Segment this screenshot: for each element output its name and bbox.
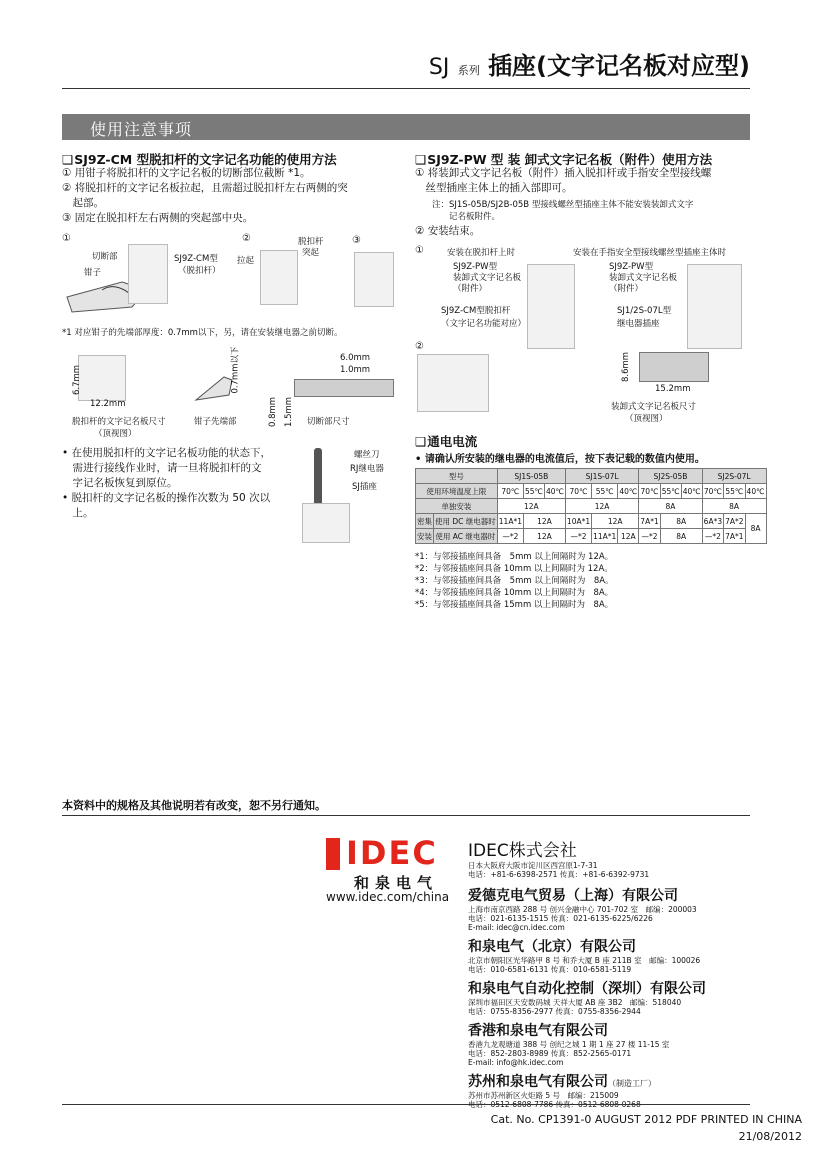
table-cell: 12A: [523, 529, 565, 544]
table-cell: 10A*1: [565, 514, 591, 529]
cm-label: SJ9Z-CM型脱扣杆: [441, 306, 511, 316]
table-cell: 8A: [660, 529, 702, 544]
company-address: 电话：010-6581-6131 传真：010-6581-5119: [468, 965, 632, 974]
relay-label: RJ继电器: [350, 464, 384, 474]
step-1: ① 将装卸式文字记名板（附件）插入脱扣杆或手指安全型接线螺: [415, 167, 712, 179]
table-cell: 8A: [702, 499, 766, 514]
caption: 装卸式文字记名板尺寸: [611, 402, 697, 412]
table-row: [416, 499, 767, 514]
right-steps: [415, 166, 755, 196]
driver-label: 螺丝刀: [354, 450, 380, 460]
table-cell: SJ1S-05B: [497, 469, 565, 484]
note-line: *2：与邻接插座间具备 10mm 以上间隔时为 12A。: [415, 564, 613, 574]
table-cell: 11A*1: [592, 529, 618, 544]
table-row: [416, 514, 767, 529]
table-cell: 12A: [565, 499, 638, 514]
pw-label: （附件）: [453, 284, 488, 294]
company-block: [468, 1020, 706, 1067]
company-name: 爱德克电气贸易（上海）有限公司: [468, 888, 678, 904]
company-name: 香港和泉电气有限公司: [468, 1023, 608, 1039]
lever-pull-illustration: [260, 250, 298, 305]
table-cell: 密集: [416, 514, 434, 529]
section-title: 使用注意事项: [90, 120, 193, 139]
table-cell: 12A: [618, 529, 639, 544]
step-2: ② 将脱扣杆的文字记名板拉起，且需超过脱扣杆左右两侧的突: [62, 182, 348, 194]
table-cell: 8A: [660, 514, 702, 529]
company-block: [468, 936, 706, 974]
company-name: IDEC株式会社: [468, 841, 577, 861]
caption: 安装在脱扣杆上时: [447, 248, 516, 258]
dim-label: 12.2mm: [90, 399, 126, 409]
figure-3: [292, 448, 407, 548]
company-list: [468, 836, 706, 1109]
logo-sub: 和泉电气: [354, 874, 439, 892]
table-cell: 70℃: [497, 484, 523, 499]
cut-section-illustration: [294, 379, 394, 397]
caption: （顶视图）: [625, 414, 668, 424]
table-cell: 使用环境温度上限: [416, 484, 498, 499]
series-suffix: 系列: [457, 64, 480, 77]
table-cell: 6A*3: [702, 514, 723, 529]
right-note: [432, 199, 693, 223]
table-cell: 40℃: [618, 484, 639, 499]
table-cell: 型号: [416, 469, 498, 484]
pw-label: SJ9Z-PW型: [453, 262, 498, 272]
table-cell: 7A*2: [724, 514, 745, 529]
table-cell: 安装: [416, 529, 434, 544]
table-cell: 8A: [745, 514, 766, 544]
table-cell: 70℃: [639, 484, 660, 499]
bullet: • 脱扣杆的文字记名板的操作次数为 50 次以: [62, 492, 271, 504]
model-sub-label: （脱扣杆）: [178, 266, 221, 276]
current-heading: ❑ 通电电流: [415, 432, 477, 450]
note-line: 记名板附件。: [432, 212, 501, 222]
table-cell: 40℃: [544, 484, 565, 499]
company-block: [468, 885, 706, 932]
print-date: 21/08/2012: [738, 1130, 802, 1143]
lever-fix-illustration: [354, 252, 394, 307]
dim-label: 8.6mm: [621, 351, 632, 383]
table-cell: —*2: [565, 529, 591, 544]
logo-bar: [326, 838, 340, 870]
plate-illustration: [639, 352, 709, 382]
pw-label: 装卸式文字记名板: [609, 273, 678, 283]
table-cell: 55℃: [660, 484, 681, 499]
bullet: 字记名板恢复到原位。: [62, 477, 178, 489]
note-line: *1：与邻接插座间具备 5mm 以上间隔时为 12A。: [415, 552, 614, 562]
header-rule: [62, 88, 750, 89]
caption: 切断部尺寸: [307, 417, 350, 427]
right-figure: [415, 244, 755, 434]
company-address: 电话：+81-6-6398-2571 传真：+81-6-6392-9731: [468, 870, 650, 879]
table-cell: 单独安装: [416, 499, 498, 514]
note-1: *1 对应钳子的先端部厚度：0.7mm以下，另，请在安装继电器之前切断。: [62, 328, 343, 338]
table-cell: 55℃: [724, 484, 745, 499]
current-table: [415, 468, 767, 544]
company-address: 香港九龙观塘道 388 号 创纪之城 1 期 1 座 27 楼 11-15 室: [468, 1040, 670, 1049]
socket-mount-illustration: [687, 264, 742, 349]
table-cell: 40℃: [681, 484, 702, 499]
company-address: 苏州市苏州新区火炬路 5 号 邮编：215009: [468, 1091, 619, 1100]
caption: 脱扣杆的文字记名板尺寸: [72, 417, 166, 427]
series-code: SJ: [428, 55, 450, 80]
dim-label: 6.0mm: [340, 353, 371, 363]
fig-num: ②: [242, 233, 251, 244]
step-2-cont: 起部。: [62, 197, 104, 209]
company-address: 电话：0755-8356-2977 传真：0755-8356-2944: [468, 1007, 641, 1016]
company-address: 日本大阪府大阪市淀川区西宫原1-7-31: [468, 861, 598, 870]
company-address: 上海市南京西路 288 号 创兴金融中心 701-702 室 邮编：200003: [468, 905, 697, 914]
company-suffix: （制造工厂）: [608, 1079, 656, 1088]
pw-label: （附件）: [609, 284, 644, 294]
left-heading: ❑ SJ9Z-CM 型脱扣杆的文字记名功能的使用方法: [62, 150, 337, 168]
fig-num: ③: [352, 235, 361, 246]
bullet: • 在使用脱扣杆的文字记名板功能的状态下，: [62, 447, 272, 459]
figure-2: [62, 345, 407, 440]
lever-illustration: [128, 244, 168, 304]
company-address: 电话：852-2803-8989 传真：852-2565-0171: [468, 1049, 632, 1058]
fig-num: ①: [415, 245, 424, 256]
model-label: SJ9Z-CM型: [174, 254, 218, 264]
table-cell: 使用 AC 继电器时: [434, 529, 498, 544]
lever-mount-illustration: [527, 264, 575, 349]
section-bar: [62, 114, 750, 140]
pliers-label: 钳子: [84, 268, 102, 278]
table-cell: —*2: [639, 529, 660, 544]
installed-illustration: [417, 354, 489, 412]
pliers-tip-illustration: [194, 375, 234, 405]
socket-label: SJ插座: [352, 482, 377, 492]
pw-label: 装卸式文字记名板: [453, 273, 522, 283]
logo-text: IDEC: [346, 834, 438, 872]
disclaimer: 本资料中的规格及其他说明若有改变，恕不另行通知。: [62, 799, 326, 812]
current-desc: • 请确认所安装的继电器的电流值后，按下表记载的数值内使用。: [415, 454, 705, 465]
right-heading: ❑ SJ9Z-PW 型 装 卸式文字记名板（附件）使用方法: [415, 150, 712, 168]
bullet: 需进行接线作业时，请一旦将脱扣杆的文: [62, 462, 262, 474]
caption: 安装在手指安全型接线螺丝型插座主体时: [573, 248, 727, 258]
table-cell: 使用 DC 继电器时: [434, 514, 498, 529]
pw-label: SJ9Z-PW型: [609, 262, 654, 272]
cut-label: 切断部: [92, 252, 118, 262]
screwdriver-illustration: [314, 448, 322, 508]
left-bullets: [62, 446, 302, 521]
fig-num: ②: [415, 341, 424, 352]
website-link[interactable]: www.idec.com/china: [326, 890, 450, 904]
socket-label: SJ1/2S-07L型: [617, 306, 672, 316]
note-line: *4：与邻接插座间具备 10mm 以上间隔时为 8A。: [415, 588, 614, 598]
dim-label: 15.2mm: [655, 384, 691, 394]
current-notes: [415, 551, 614, 611]
table-cell: 8A: [639, 499, 702, 514]
note-line: *5：与邻接插座间具备 15mm 以上间隔时为 8A。: [415, 600, 614, 610]
lever-sub-label: 突起: [302, 248, 320, 258]
bottom-rule: [62, 1104, 750, 1105]
note-line: *3：与邻接插座间具备 5mm 以上间隔时为 8A。: [415, 576, 614, 586]
table-cell: 7A*1: [639, 514, 660, 529]
company-address: E-mail: info@hk.idec.com: [468, 1058, 564, 1067]
dim-label: 1.0mm: [340, 365, 371, 375]
caption: （顶视图）: [94, 429, 137, 439]
company-address: 北京市朝阳区光华路甲 8 号 和乔大厦 B 座 211B 室 邮编：100026: [468, 956, 701, 965]
step-1-cont: 丝型插座主体上的插入部即可。: [415, 182, 573, 194]
table-cell: SJ1S-07L: [565, 469, 638, 484]
company-address: E-mail: idec@cn.idec.com: [468, 923, 565, 932]
step-1: ① 用钳子将脱扣杆的文字记名板的切断部位截断 *1。: [62, 167, 311, 179]
table-cell: 70℃: [702, 484, 723, 499]
pull-label: 拉起: [237, 256, 255, 266]
step-2: ② 安装结束。: [415, 225, 481, 237]
table-cell: 70℃: [565, 484, 591, 499]
bullet: 上。: [62, 507, 94, 519]
dim-label: 0.7mm以下: [230, 346, 241, 394]
socket-label: 继电器插座: [617, 319, 660, 329]
table-cell: 40℃: [745, 484, 766, 499]
fig-num: ①: [62, 233, 71, 244]
left-steps: [62, 166, 402, 226]
table-cell: 11A*1: [497, 514, 523, 529]
table-cell: 55℃: [523, 484, 544, 499]
dim-label: 1.5mm: [284, 396, 295, 428]
company-name: 苏州和泉电气有限公司: [468, 1074, 608, 1090]
table-row: [416, 484, 767, 499]
table-cell: 55℃: [592, 484, 618, 499]
table-cell: 12A: [592, 514, 639, 529]
lever-label: 脱扣杆: [298, 237, 324, 247]
note-line: 注：SJ1S-05B/SJ2B-05B 型接线螺丝型插座主体不能安装装卸式文字: [432, 200, 694, 210]
cm-label: （文字记名功能对应）: [441, 319, 527, 329]
table-cell: —*2: [702, 529, 723, 544]
socket-illustration: [302, 503, 350, 543]
table-cell: —*2: [497, 529, 523, 544]
dim-label: 6.7mm: [72, 364, 83, 396]
footer-rule: [62, 815, 750, 816]
company-block: [468, 836, 706, 879]
table-cell: 12A: [523, 514, 565, 529]
catalog-number: Cat. No. CP1391-0 AUGUST 2012 PDF PRINTED IN CHINA: [490, 1113, 802, 1126]
company-address: 深圳市福田区天安数码城 天祥大厦 AB 座 3B2 邮编：518040: [468, 998, 682, 1007]
figure-1: [62, 232, 407, 322]
plate-top-view: [78, 355, 126, 401]
title-text: 插座(文字记名板对应型): [488, 52, 750, 80]
step-3: ③ 固定在脱扣杆左右两侧的突起部中央。: [62, 212, 254, 224]
company-name: 和泉电气自动化控制（深圳）有限公司: [468, 981, 706, 997]
company-address: 电话：021-6135-1515 传真：021-6135-6225/6226: [468, 914, 653, 923]
table-cell: SJ2S-05B: [639, 469, 702, 484]
table-row: [416, 529, 767, 544]
company-name: 和泉电气（北京）有限公司: [468, 939, 636, 955]
dim-label: 0.8mm: [268, 396, 279, 428]
table-cell: SJ2S-07L: [702, 469, 766, 484]
table-cell: 7A*1: [724, 529, 745, 544]
page-title: [390, 46, 750, 81]
table-cell: 12A: [497, 499, 565, 514]
caption: 钳子先端部: [194, 417, 237, 427]
table-row: [416, 469, 767, 484]
company-block: [468, 978, 706, 1016]
